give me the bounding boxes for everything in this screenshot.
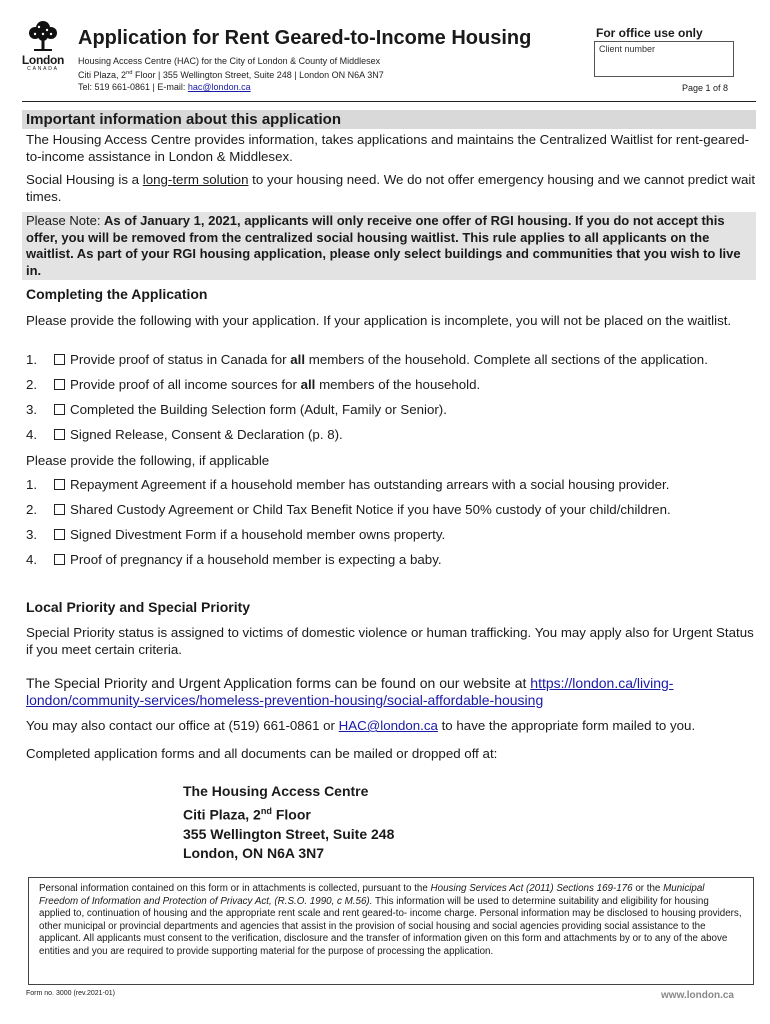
completing-intro-2: Please provide the following, if applicable [26,453,270,468]
please-note-box: Please Note: As of January 1, 2021, applicants will only receive one offer of RGI housing. If you do not accept this offer, you will be removed from the centralized social housing waitlist. This rule applies to all applicants on the waitlist. As part of your RGI housing application, please only select buildings and communities that you wish to live in. [22,212,756,280]
hac-email-link[interactable]: HAC@london.ca [338,718,438,733]
item-number: 3. [26,402,38,417]
applicable-item: 3. Signed Divestment Form if a household member owns property. [26,527,446,542]
form-number: Form no. 3000 (rev.2021-01) [26,990,115,997]
org-info [78,55,384,93]
mailing-address [183,782,394,864]
item-number: 1. [26,477,38,492]
checklist-item: 1. Provide proof of status in Canada for all members of the household. Complete all sections of the application. [26,352,708,367]
client-number-field[interactable] [594,41,734,77]
checkbox[interactable] [54,554,65,565]
logo-country: CANADA [27,66,59,72]
checkbox[interactable] [54,429,65,440]
address-line-3: 355 Wellington Street, Suite 248 [183,825,395,842]
item-number: 2. [26,377,38,392]
org-line-1: Housing Access Centre (HAC) for the City of London & County of Middlesex [78,56,381,66]
priority-para-3: You may also contact our office at (519) 661-0861 or HAC@london.ca to have the appropriate form mailed to you. [26,718,696,733]
applicable-item: 2. Shared Custody Agreement or Child Tax Benefit Notice if you have 50% custody of your child/children. [26,502,671,517]
checkbox[interactable] [54,354,65,365]
completing-intro: Please provide the following with your application. If your application is incomplete, you will not be placed on the waitlist. [26,313,732,328]
page-number: Page 1 of 8 [681,83,728,93]
applicable-item: 1. Repayment Agreement if a household member has outstanding arrears with a social housing provider. [26,477,670,492]
item-number: 4. [26,552,38,567]
org-email-link[interactable]: hac@london.ca [187,82,251,92]
priority-para-2: The Special Priority and Urgent Application forms can be found on our website at https://london.ca/living-london/community-services/homeless-prevention-housing/social-affordable-housing [26,675,674,708]
checkbox[interactable] [54,504,65,515]
important-para-2: Social Housing is a long-term solution to your housing need. We do not offer emergency housing and we cannot predict wait times. [26,172,756,204]
tree-logo-icon [26,18,60,52]
client-number-label: Client number [599,44,656,54]
item-number: 4. [26,427,38,442]
priority-para-4: Completed application forms and all documents can be mailed or dropped off at: [26,746,498,761]
completing-heading: Completing the Application [26,286,208,302]
priority-heading: Local Priority and Special Priority [26,599,251,615]
org-line-2: Citi Plaza, 2nd Floor | 355 Wellington Street, Suite 248 | London ON N6A 3N7 [78,70,384,80]
item-number: 1. [26,352,38,367]
checkbox[interactable] [54,379,65,390]
priority-para-1: Special Priority status is assigned to victims of domestic violence or human trafficking. You may apply also for Urgent Status if you meet certain criteria. [26,625,754,657]
checkbox[interactable] [54,479,65,490]
address-line-2: Citi Plaza, 2nd Floor [183,805,311,823]
important-heading: Important information about this application [22,110,756,129]
logo-name: London [21,53,65,67]
privacy-notice: Personal information contained on this form or in attachments is collected, pursuant to the Housing Services Act (2011) Sections 169-176 or the Municipal Freedom of Information and Protection of Privacy Act, (R.S.O. 1990, c M.56). This information will be used to determine suitability and eligibility for housing applied to, continuation of housing and the appropriate rent scale and rent geared-to- income charge. Personal information may be disclosed to housing providers, other municipal or provincial departments and agencies that assist in the provision of social housing and social agencies providing social assistance to the applicant. All applicants must consent to the verification, disclosure and the transfer of information given on this form and attachments by or to any of the above entities and you are required to provide supporting material for the purpose of processing the application. [28,877,754,985]
item-number: 3. [26,527,38,542]
header-divider [22,101,756,102]
applicable-item: 4. Proof of pregnancy if a household member is expecting a baby. [26,552,442,567]
address-line-4: London, ON N6A 3N7 [183,845,325,862]
city-logo [18,18,68,72]
checklist-item: 3. Completed the Building Selection form (Adult, Family or Senior). [26,402,447,417]
checkbox[interactable] [54,404,65,415]
checklist-item: 4. Signed Release, Consent & Declaration (p. 8). [26,427,343,442]
org-line-3: Tel: 519 661-0861 | E-mail: hac@london.ca [78,82,251,92]
item-number: 2. [26,502,38,517]
office-use-title: For office use only [596,26,703,40]
important-para-1: The Housing Access Centre provides information, takes applications and maintains the Centralized Waitlist for rent-geared-to-income assistance in London & Middlesex. [26,132,750,164]
website-link[interactable]: www.london.ca [661,990,734,1001]
address-line-1: The Housing Access Centre [183,783,369,799]
checklist-item: 2. Provide proof of all income sources for all members of the household. [26,377,481,392]
checkbox[interactable] [54,529,65,540]
priority-forms-link[interactable]: https://london.ca/living-london/community-services/homeless-prevention-housing/social-affordable-housing [26,675,674,708]
form-title: Application for Rent Geared-to-Income Housing [78,27,532,49]
